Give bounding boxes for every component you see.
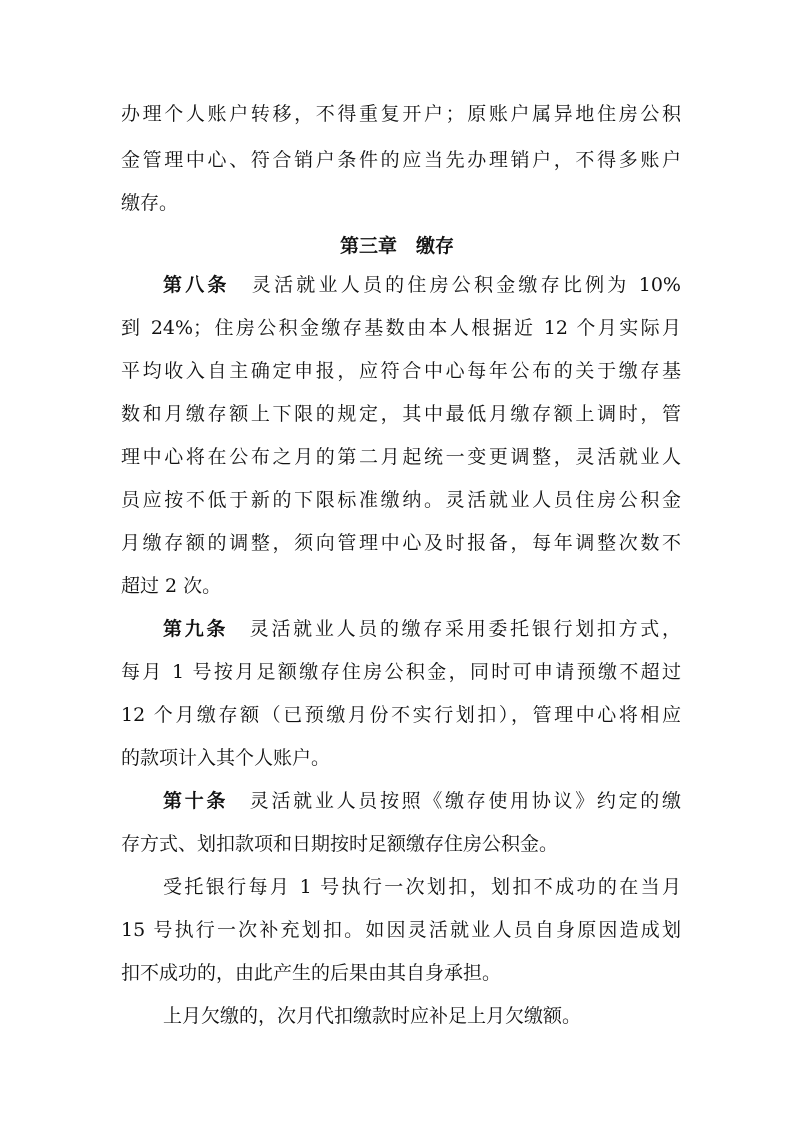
article-8-line-5: 理中心将在公布之月的第二月起统一变更调整，灵活就业人 (121, 446, 681, 468)
article-9-label: 第九条 (163, 618, 229, 640)
continuation-line-3: 缴存。 (121, 192, 179, 214)
article-9-line-4: 的款项计入其个人账户。 (121, 747, 331, 769)
article-8-text-1: 灵活就业人员的住房公积金缴存比例为 10% (229, 274, 681, 296)
article-8-line-4: 数和月缴存额上下限的规定，其中最低月缴存额上调时，管 (121, 403, 681, 425)
article-10-line-1 (163, 788, 681, 814)
article-9-line-2: 每月 1 号按月足额缴存住房公积金，同时可申请预缴不超过 (121, 661, 681, 683)
article-8-label: 第八条 (163, 274, 230, 296)
article-9-line-1 (163, 616, 681, 642)
article-8-line-2: 到 24%；住房公积金缴存基数由本人根据近 12 个月实际月 (121, 317, 681, 339)
article-10-label: 第十条 (163, 790, 229, 812)
continuation-line-1: 办理个人账户转移，不得重复开户；原账户属异地住房公积 (121, 103, 681, 125)
chapter-title: 第三章 缴存 (339, 235, 454, 257)
article-9-line-3: 12 个月缴存额（已预缴月份不实行划扣），管理中心将相应 (121, 704, 681, 726)
bank-paragraph-line-3: 扣不成功的，由此产生的后果由其自身承担。 (121, 962, 502, 984)
article-9-text-1: 灵活就业人员的缴存采用委托银行划扣方式， (228, 618, 681, 640)
article-8-line-7: 月缴存额的调整，须向管理中心及时报备，每年调整次数不 (121, 532, 681, 554)
article-8-line-8: 超过 2 次。 (121, 575, 222, 597)
bank-paragraph-line-2: 15 号执行一次补充划扣。如因灵活就业人员自身原因造成划 (121, 919, 681, 941)
article-8-line-3: 平均收入自主确定申报，应符合中心每年公布的关于缴存基 (121, 360, 681, 382)
article-8-line-6: 员应按不低于新的下限标准缴纳。灵活就业人员住房公积金 (121, 489, 681, 511)
arrears-paragraph-line-1: 上月欠缴的，次月代扣缴款时应补足上月欠缴额。 (163, 1005, 582, 1027)
article-10-line-2: 存方式、划扣款项和日期按时足额缴存住房公积金。 (121, 833, 559, 855)
article-10-text-1: 灵活就业人员按照《缴存使用协议》约定的缴 (228, 790, 681, 812)
article-8-line-1 (163, 272, 681, 298)
continuation-line-2: 金管理中心、符合销户条件的应当先办理销户，不得多账户 (121, 149, 681, 171)
bank-paragraph-line-1: 受托银行每月 1 号执行一次划扣，划扣不成功的在当月 (163, 876, 681, 898)
